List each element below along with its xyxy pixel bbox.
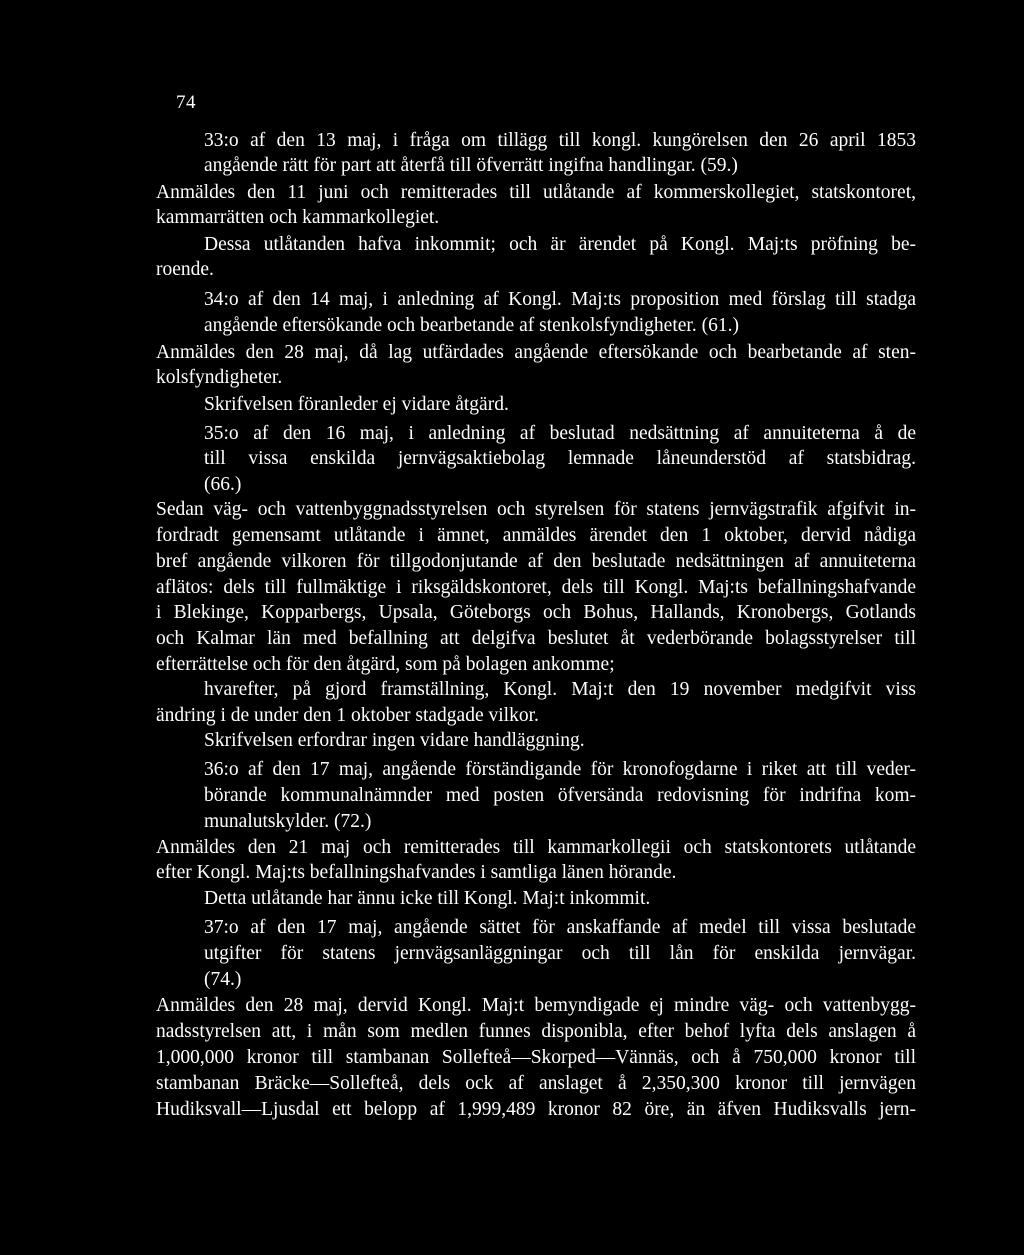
text-line: kolsfyndigheter. — [156, 367, 283, 388]
text-line: Hudiksvall—Ljusdal ett belopp af 1,999,489 kronor 82 öre, än äfven Hudiksvalls jern- — [156, 1099, 916, 1120]
text-line: efterrättelse och för den åtgärd, som på bolagen ankomme; — [156, 654, 615, 675]
text-line: (66.) — [204, 474, 242, 495]
text-line: Skrifvelsen föranleder ej vidare åtgärd. — [204, 394, 509, 415]
text-line: angående eftersökande och bearbetande af stenkolsfyndigheter. (61.) — [204, 315, 739, 336]
text-line: hvarefter, på gjord framställning, Kongl. Maj:t den 19 november medgifvit viss — [204, 679, 916, 700]
text-line: Sedan väg- och vattenbyggnadsstyrelsen och styrelsen för statens jernvägstrafik afgifvit in- — [156, 499, 916, 520]
text-line: 33:o af den 13 maj, i fråga om tillägg till kongl. kungörelsen den 26 april 1853 — [204, 130, 916, 151]
text-line: i Blekinge, Kopparbergs, Upsala, Göteborgs och Bohus, Hallands, Kronobergs, Gotlands — [156, 602, 916, 623]
text-line: Skrifvelsen erfordrar ingen vidare handläggning. — [204, 730, 585, 751]
text-line: angående rätt för part att återfå till öfverrätt ingifna handlingar. (59.) — [204, 155, 738, 176]
text-line: Anmäldes den 28 maj, dervid Kongl. Maj:t bemyndigade ej mindre väg- och vattenbygg- — [156, 995, 916, 1016]
text-line: utgifter för statens jernvägsanläggningar och till lån för enskilda jernvägar. — [204, 943, 916, 964]
text-line: ändring i de under den 1 oktober stadgade vilkor. — [156, 705, 539, 726]
text-line: fordradt gemensamt utlåtande i ämnet, anmäldes ärendet den 1 oktober, dervid nådiga — [156, 525, 916, 546]
text-line: börande kommunalnämnder med posten öfversända redovisning för indrifna kom- — [204, 785, 916, 806]
text-line: (74.) — [204, 969, 242, 990]
text-line: och Kalmar län med befallning att delgifva beslutet åt vederbörande bolagsstyrelser till — [156, 628, 916, 649]
text-line: 36:o af den 17 maj, angående förständigande för kronofogdarne i riket att till veder- — [204, 759, 916, 780]
text-line: 34:o af den 14 maj, i anledning af Kongl. Maj:ts proposition med förslag till stadga — [204, 289, 916, 310]
text-line: aflätos: dels till fullmäktige i riksgäldskontoret, dels till Kongl. Maj:ts befallningshafvande — [156, 577, 916, 598]
text-line: roende. — [156, 259, 214, 280]
text-line: efter Kongl. Maj:ts befallningshafvandes i samtliga länen hörande. — [156, 862, 677, 883]
text-line: Dessa utlåtanden hafva inkommit; och är ärendet på Kongl. Maj:ts pröfning be- — [204, 234, 916, 255]
text-line: till vissa enskilda jernvägsaktiebolag lemnade låneunderstöd af statsbidrag. — [204, 448, 916, 469]
text-line: Detta utlåtande har ännu icke till Kongl. Maj:t inkommit. — [204, 888, 651, 909]
text-line: bref angående vilkoren för tillgodonjutande af den beslutade nedsättningen af annuiteterna — [156, 551, 916, 572]
text-line: 37:o af den 17 maj, angående sättet för anskaffande af medel till vissa beslutade — [204, 917, 916, 938]
text-line: nadsstyrelsen att, i mån som medlen funnes disponibla, efter behof lyfta dels anslagen å — [156, 1021, 916, 1042]
text-line: stambanan Bräcke—Sollefteå, dels ock af anslaget å 2,350,300 kronor till jernvägen — [156, 1073, 916, 1094]
page-number: 74 — [176, 92, 196, 113]
text-line: 1,000,000 kronor till stambanan Sollefteå—Skorped—Vännäs, och å 750,000 kronor till — [156, 1047, 916, 1068]
text-line: munalutskylder. (72.) — [204, 811, 372, 832]
text-line: Anmäldes den 28 maj, då lag utfärdades angående eftersökande och bearbetande af sten- — [156, 342, 916, 363]
text-line: kammarrätten och kammarkollegiet. — [156, 207, 440, 228]
text-line: Anmäldes den 11 juni och remitterades till utlåtande af kommerskollegiet, statskontoret, — [156, 182, 916, 203]
text-line: 35:o af den 16 maj, i anledning af beslutad nedsättning af annuiteterna å de — [204, 423, 916, 444]
text-line: Anmäldes den 21 maj och remitterades till kammarkollegii och statskontorets utlåtande — [156, 837, 916, 858]
